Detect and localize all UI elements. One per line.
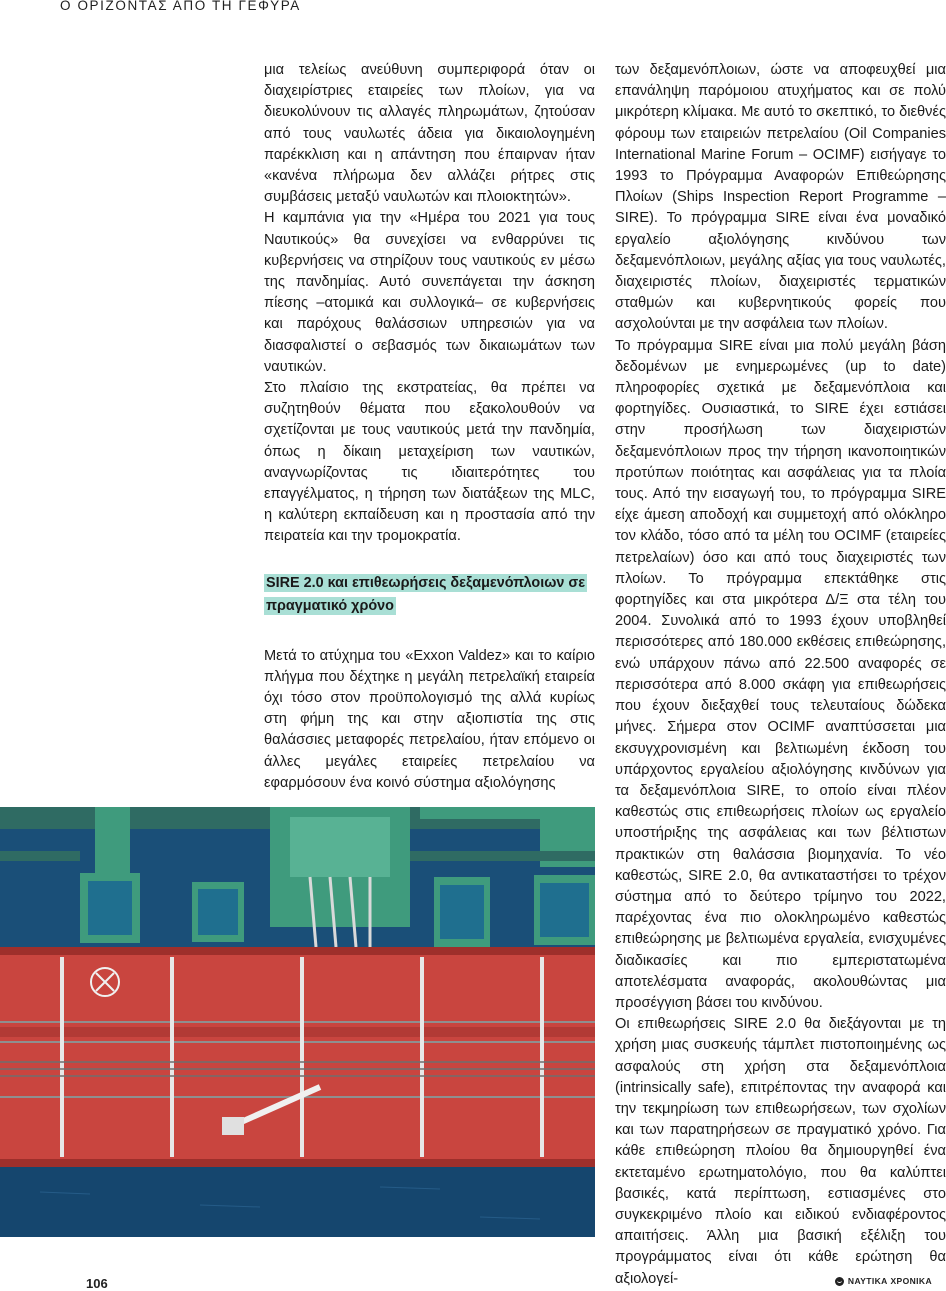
publication-logo <box>835 1276 932 1286</box>
paragraph: Στο πλαίσιο της εκστρατείας, θα πρέπει να συζητηθούν θέματα που εξακολουθούν να σχετίζονται με τους ναυτικούς μετά την πανδημία, όπως η δίκαιη μεταχείριση των ναυτικών, αναγνωρίζοντας τις ιδιαιτερότητες του επαγγέλματος, η τήρηση των διατάξεων της MLC, η καλύτερη εκπαίδευση και η προστασία από την πειρατεία και την τρομοκρατία. <box>264 380 595 545</box>
tanker-hull <box>0 947 595 1167</box>
section-heading: SIRE 2.0 και επιθεωρήσεις δεξαμενόπλοιων σε πραγματικό χρόνο <box>266 574 586 614</box>
publication-mark-icon <box>835 1277 844 1286</box>
left-column <box>264 60 595 794</box>
paragraph: μια τελείως ανεύθυνη συμπεριφορά όταν οι διαχειρίστριες εταιρείες των πλοίων, για να διευκολύνουν τις αλλαγές πληρωμάτων, ζητούσαν από τους ναυλωτές άδεια για δικαιολογημένη παρέκκλιση και η απάντηση που έπαιρναν ήταν «κανένα πλήρωμα δεν αλλάζει ρήτρες στις συμβάσεις μεταξύ ναυλωτών και πλοιοκτητών». <box>264 62 595 206</box>
paragraph: Το πρόγραμμα SIRE είναι μια πολύ μεγάλη βάση δεδομένων με ενημερωμένες (up to date) πληροφορίες σχετικά με δεξαμενόπλοια και φορτηγίδες. Ουσιαστικά, το SIRE έχει εστιάσει στην προσήλωση των διαχειριστών δεξαμενόπλοιων προς την τήρηση ικανοποιητικών προτύπων ποιότητας και ασφάλειας για τα πλοία τους. Από την εισαγωγή του, το πρόγραμμα SIRE είχε άμεση αποδοχή και συμμετοχή από ολόκληρο τον κλάδο, τόσο από τα μέλη του OCIMF (εταιρείες πετρελαίων) όσο και από τους διαχειριστές των πλοίων. Το πρόγραμμα επεκτάθηκε στις φορτηγίδες και στα μικρότερα Δ/Ξ στα τέλη του 2004. Συνολικά από το 1993 έχουν υποβληθεί περισσότερες από 180.000 εκθέσεις επιθεώρησης, ενώ υπάρχουν πάνω από 22.500 αναφορές σε περισσότερα από 8.000 σκάφη για επιθεωρήσεις που έχουν διεξαχθεί τους τελευταίους δώδεκα μήνες. Σήμερα στον OCIMF αναπτύσσεται μια εκσυγχρονισμένη και βελτιωμένη έκδοση του υπάρχοντος εργαλείου αξιολόγησης κινδύνων για τα δεξαμενόπλοια SIRE, το οποίο είναι πλέον καθεστώς στις επιθεωρήσεις πλοίων ως εργαλείο υποστήριξης της ασφάλειας και των βέλτιστων πρακτικών στη θαλάσσια βιομηχανία. Το νέο καθεστώς, SIRE 2.0, θα αντικαταστήσει το τρέχον σύστημα από το δεύτερο τρίμηνο του 2022, παρέχοντας ένα πιο ολοκληρωμένο καθεστώς επιθεώρησης με βελτιωμένα εργαλεία, ενισχυμένες διαδικασίες και πιο εμπεριστατωμένα αποτελέσματα αναφοράς, ακολουθώντας μια προσέγγιση βάσει του κινδύνου. <box>615 337 946 1011</box>
page-number: 106 <box>86 1276 108 1291</box>
publication-name: ΝΑΥΤΙΚΑ ΧΡΟΝΙΚΑ <box>847 1276 932 1286</box>
paragraph: των δεξαμενόπλοιων, ώστε να αποφευχθεί μια επανάληψη παρόμοιου ατυχήματος και σε πολύ μικρότερη κλίμακα. Με αυτό το σκεπτικό, το διεθνές φόρουμ των εταιρειών πετρελαίου (Oil Companies International Marine Forum – OCIMF) εισήγαγε το 1993 το Πρόγραμμα Αναφορών Επιθεώρησης Πλοίων (Ships Inspection Report Programme – SIRE). Το πρόγραμμα SIRE είναι ένα μοναδικό εργαλείο αξιολόγησης κινδύνου των δεξαμενόπλοιων, μεγάλης αξίας για τους ναυλωτές, διαχειριστές πλοίων, διαχειριστές τερματικών σταθμών και κυβερνητικούς φορείς που ασχολούνται με την ασφάλεια των πλοίων. <box>615 62 946 333</box>
right-column <box>615 60 946 1290</box>
paragraph: Η καμπάνια για την «Ημέρα του 2021 για τους Ναυτικούς» θα συνεχίσει να ενθαρρύνει τις κυβερνήσεις να στηρίζουν τους ναυτικούς εν μέσω της πανδημίας. Αυτό συνεπάγεται την άσκηση πίεσης –ατομικά και συλλογικά– σε κυβερνήσεις και παρόχους θαλάσσιων υπηρεσιών για να διασφαλιστεί ο σεβασμός των δικαιωμάτων των ναυτικών. <box>264 210 595 375</box>
paragraph: Μετά το ατύχημα του «Exxon Valdez» και το καίριο πλήγμα που δέχτηκε η μεγάλη πετρελαϊκή εταιρεία όχι τόσο στον προϋπολογισμό της αλλά κυρίως στη φήμη της και στην αξιοπιστία της στις θαλάσσιες μεταφορές πετρελαίου, ήταν επόμενο οι άλλες μεγάλες εταιρείες πετρελαίου να εφαρμόσουν ένα κοινό σύστημα αξιολόγησης <box>264 647 595 791</box>
running-head: Ο ΟΡΙΖΟΝΤΑΣ ΑΠΟ ΤΗ ΓΕΦΥΡΑ <box>60 0 301 13</box>
paragraph: Οι επιθεωρήσεις SIRE 2.0 θα διεξάγονται με τη χρήση μιας συσκευής τάμπλετ πιστοποιημένης ως ασφαλούς στη χρήση στα δεξαμενόπλοια (intrinsically safe), επιτρέποντας την αναφορά και την τεκμηρίωση των επιθεωρήσεων, των σχολίων και των παρατηρήσεων σε πραγματικό χρόνο. Για κάθε επιθεώρηση πλοίου θα δημιουργηθεί ένα εκτεταμένο ερωτηματολόγιο, που θα καλύπτει βασικές, κατά περίπτωση, εστιασμένες στο συγκεκριμένο πλοίο και ειδικού ενδιαφέροντος απαιτήσεις. Άλλη μια βασική εξέλιξη του προγράμματος είναι ότι κάθε ερώτηση θα αξιολογεί- <box>615 1016 946 1287</box>
section-heading-wrap <box>264 572 595 618</box>
tanker-aerial-photo <box>0 807 595 1237</box>
